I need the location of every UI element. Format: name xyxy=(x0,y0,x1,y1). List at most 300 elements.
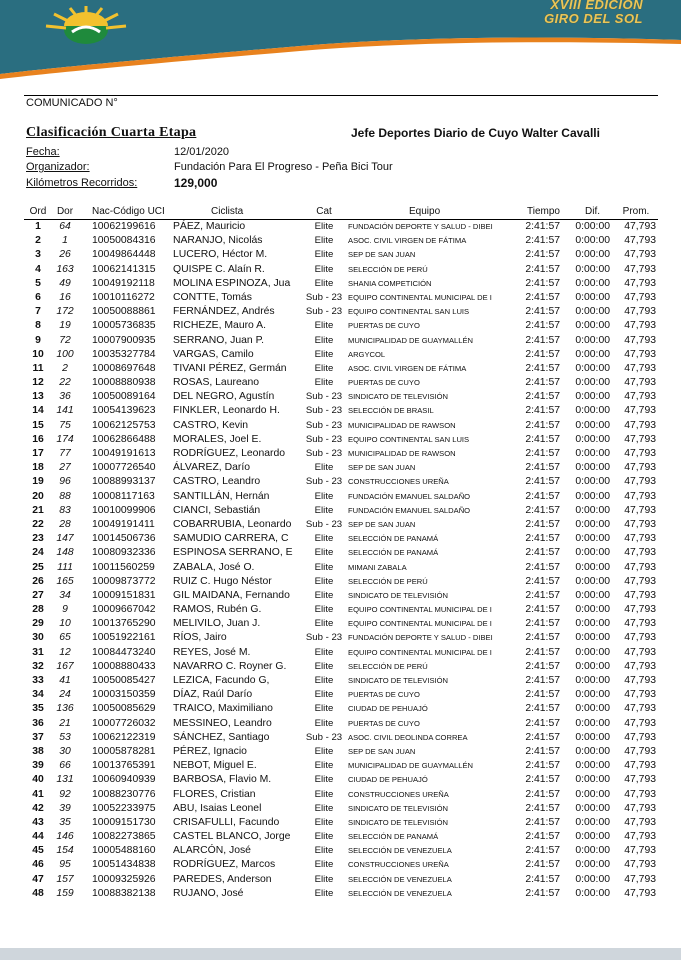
cell-dor: 28 xyxy=(59,518,71,530)
cell-tiempo: 2:41:57 xyxy=(525,249,560,261)
cell-ciclista: DEL NEGRO, Agustín xyxy=(173,391,275,403)
cell-dor: 157 xyxy=(56,873,74,885)
cell-uci: 10009151831 xyxy=(92,589,156,601)
col-uci: Nac-Código UCI xyxy=(92,206,165,217)
cell-ord: 5 xyxy=(35,277,41,289)
cell-ciclista: ROSAS, Laureano xyxy=(173,377,260,389)
cell-cat: Elite xyxy=(314,575,334,587)
cell-dif: 0:00:00 xyxy=(575,362,610,374)
cell-tiempo: 2:41:57 xyxy=(525,547,560,559)
cell-equipo: EQUIPO CONTINENTAL MUNICIPAL DE I xyxy=(348,292,492,302)
cell-ord: 22 xyxy=(32,518,44,530)
cell-equipo: CONSTRUCCIONES UREÑA xyxy=(348,477,449,487)
cell-equipo: SELECCIÓN DE VENEZUELA xyxy=(348,888,452,898)
cell-dor: 100 xyxy=(56,348,74,360)
cell-uci: 10013765391 xyxy=(92,760,156,772)
table-row xyxy=(24,334,660,348)
cell-ciclista: RUJANO, José xyxy=(173,887,244,899)
cell-tiempo: 2:41:57 xyxy=(525,320,560,332)
cell-dif: 0:00:00 xyxy=(575,291,610,303)
cell-dor: 165 xyxy=(56,575,74,587)
cell-prom: 47,793 xyxy=(624,476,656,488)
cell-uci: 10062866488 xyxy=(92,433,156,445)
cell-tiempo: 2:41:57 xyxy=(525,703,560,715)
cell-ord: 27 xyxy=(32,589,44,601)
cell-prom: 47,793 xyxy=(624,873,656,885)
cell-uci: 10062122319 xyxy=(92,731,156,743)
table-row xyxy=(24,220,660,234)
cell-ord: 37 xyxy=(32,731,44,743)
cell-tiempo: 2:41:57 xyxy=(525,221,560,232)
col-dor: Dor xyxy=(56,206,74,217)
cell-ord: 10 xyxy=(32,348,44,360)
cell-tiempo: 2:41:57 xyxy=(525,419,560,431)
cell-dif: 0:00:00 xyxy=(575,277,610,289)
cell-prom: 47,793 xyxy=(624,362,656,374)
cell-ord: 36 xyxy=(32,717,44,729)
cell-dif: 0:00:00 xyxy=(575,504,610,516)
cell-ord: 46 xyxy=(32,859,44,871)
cell-cat: Elite xyxy=(314,859,334,871)
cell-uci: 10009667042 xyxy=(92,604,156,616)
cell-ord: 3 xyxy=(35,249,41,261)
cell-ciclista: ESPINOSA SERRANO, E xyxy=(173,547,293,559)
cell-equipo: SELECCIÓN DE PERÚ xyxy=(348,576,428,586)
cell-dor: 2 xyxy=(62,362,68,374)
cell-ord: 24 xyxy=(32,547,44,559)
cell-cat: Elite xyxy=(314,802,334,814)
cell-equipo: EQUIPO CONTINENTAL MUNICIPAL DE I xyxy=(348,619,492,629)
cell-cat: Elite xyxy=(314,561,334,573)
cell-equipo: SELECCIÓN DE VENEZUELA xyxy=(348,874,452,884)
cell-prom: 47,793 xyxy=(624,604,656,616)
cell-ciclista: PÉREZ, Ignacio xyxy=(173,745,247,757)
cell-dif: 0:00:00 xyxy=(575,689,610,701)
table-row xyxy=(24,518,660,532)
table-row xyxy=(24,319,660,333)
cell-prom: 47,793 xyxy=(624,831,656,843)
cell-uci: 10062125753 xyxy=(92,419,156,431)
cell-cat: Elite xyxy=(314,533,334,545)
cell-tiempo: 2:41:57 xyxy=(525,533,560,545)
cell-uci: 10080932336 xyxy=(92,547,156,559)
cell-cat: Elite xyxy=(314,490,334,502)
cell-uci: 10050085427 xyxy=(92,675,156,686)
table-row xyxy=(24,873,660,887)
cell-ciclista: FLORES, Cristian xyxy=(173,788,256,800)
cell-ciclista: RAMOS, Rubén G. xyxy=(173,604,262,616)
cell-equipo: PUERTAS DE CUYO xyxy=(348,378,420,388)
cell-ord: 44 xyxy=(32,831,44,843)
table-row xyxy=(24,277,660,291)
cell-cat: Sub - 23 xyxy=(305,419,343,431)
cell-dor: 96 xyxy=(59,476,71,488)
cell-tiempo: 2:41:57 xyxy=(525,433,560,445)
cell-prom: 47,793 xyxy=(624,589,656,601)
cell-ord: 25 xyxy=(32,561,44,573)
cell-ord: 41 xyxy=(32,788,44,800)
cell-ciclista: VARGAS, Camilo xyxy=(173,348,254,360)
cell-prom: 47,793 xyxy=(624,632,656,644)
table-row xyxy=(24,461,660,475)
cell-prom: 47,793 xyxy=(624,348,656,360)
comunicado-label: COMUNICADO N° xyxy=(26,97,118,109)
cell-dor: 163 xyxy=(56,263,74,275)
cell-cat: Elite xyxy=(314,320,334,332)
cell-ciclista: CIANCI, Sebastián xyxy=(173,504,261,516)
cell-uci: 10005488160 xyxy=(92,845,156,857)
col-dif: Dif. xyxy=(585,206,600,217)
cell-tiempo: 2:41:57 xyxy=(525,362,560,374)
page-title: Clasificación Cuarta Etapa xyxy=(26,125,197,140)
cell-dif: 0:00:00 xyxy=(575,831,610,843)
cell-ciclista: ÁLVAREZ, Darío xyxy=(173,462,250,474)
cell-cat: Elite xyxy=(314,348,334,360)
cell-dor: 64 xyxy=(59,221,71,232)
cell-ord: 1 xyxy=(35,221,41,232)
cell-dif: 0:00:00 xyxy=(575,334,610,346)
cell-dor: 21 xyxy=(59,717,71,729)
cell-prom: 47,793 xyxy=(624,377,656,389)
cell-ord: 39 xyxy=(32,760,44,772)
cell-equipo: FUNDACIÓN DEPORTE Y SALUD - DIBEI xyxy=(348,222,493,231)
cell-cat: Elite xyxy=(314,334,334,346)
cell-tiempo: 2:41:57 xyxy=(525,405,560,417)
cell-dif: 0:00:00 xyxy=(575,873,610,885)
cell-ciclista: COBARRUBIA, Leonardo xyxy=(173,518,292,530)
footer-bar xyxy=(0,948,681,960)
cell-dor: 95 xyxy=(59,859,71,871)
cell-dor: 10 xyxy=(59,618,71,630)
cell-ciclista: MELIVILO, Juan J. xyxy=(173,618,261,630)
cell-prom: 47,793 xyxy=(624,788,656,800)
table-row xyxy=(24,248,660,262)
col-cat: Cat xyxy=(316,206,332,217)
cell-tiempo: 2:41:57 xyxy=(525,802,560,814)
table-row xyxy=(24,404,660,418)
cell-uci: 10088230776 xyxy=(92,788,156,800)
cell-dor: 41 xyxy=(59,675,71,686)
cell-cat: Elite xyxy=(314,263,334,275)
cell-uci: 10008880938 xyxy=(92,377,156,389)
cell-uci: 10050088861 xyxy=(92,306,156,318)
cell-cat: Elite xyxy=(314,745,334,757)
cell-ciclista: SERRANO, Juan P. xyxy=(173,334,265,346)
cell-tiempo: 2:41:57 xyxy=(525,859,560,871)
cell-ord: 43 xyxy=(32,816,44,828)
cell-dif: 0:00:00 xyxy=(575,731,610,743)
cell-prom: 47,793 xyxy=(624,561,656,573)
cell-ciclista: NARANJO, Nicolás xyxy=(173,235,263,247)
cell-dif: 0:00:00 xyxy=(575,618,610,630)
cell-prom: 47,793 xyxy=(624,504,656,516)
col-equipo: Equipo xyxy=(409,206,441,217)
cell-prom: 47,793 xyxy=(624,235,656,247)
cell-dif: 0:00:00 xyxy=(575,604,610,616)
cell-ciclista: CASTRO, Leandro xyxy=(173,476,261,488)
cell-prom: 47,793 xyxy=(624,845,656,857)
cell-ord: 45 xyxy=(32,845,44,857)
cell-dif: 0:00:00 xyxy=(575,632,610,644)
cell-uci: 10014506736 xyxy=(92,533,156,545)
cell-dif: 0:00:00 xyxy=(575,575,610,587)
cell-tiempo: 2:41:57 xyxy=(525,575,560,587)
cell-dif: 0:00:00 xyxy=(575,774,610,786)
cell-ord: 9 xyxy=(35,334,41,346)
cell-dor: 27 xyxy=(59,462,71,474)
cell-cat: Sub - 23 xyxy=(305,391,343,403)
cell-prom: 47,793 xyxy=(624,405,656,417)
cell-prom: 47,793 xyxy=(624,533,656,545)
col-ciclista: Ciclista xyxy=(211,206,244,217)
table-row xyxy=(24,504,660,518)
table-row xyxy=(24,688,660,702)
cell-dor: 148 xyxy=(56,547,74,559)
cell-ord: 19 xyxy=(32,476,44,488)
cell-ciclista: TRAICO, Maximiliano xyxy=(173,703,273,715)
cell-ciclista: CASTEL BLANCO, Jorge xyxy=(173,831,291,843)
cell-dif: 0:00:00 xyxy=(575,235,610,247)
cell-prom: 47,793 xyxy=(624,731,656,743)
cell-equipo: PUERTAS DE CUYO xyxy=(348,321,420,331)
table-row xyxy=(24,830,660,844)
col-prom: Prom. xyxy=(622,206,650,217)
cell-tiempo: 2:41:57 xyxy=(525,462,560,474)
cell-tiempo: 2:41:57 xyxy=(525,788,560,800)
cell-uci: 10051434838 xyxy=(92,859,156,871)
cell-dif: 0:00:00 xyxy=(575,802,610,814)
cell-uci: 10052233975 xyxy=(92,802,156,814)
cell-equipo: CIUDAD DE PEHUAJÓ xyxy=(348,775,428,785)
cell-ord: 32 xyxy=(32,660,44,672)
cell-prom: 47,793 xyxy=(624,760,656,772)
cell-prom: 47,793 xyxy=(624,291,656,303)
table-row xyxy=(24,561,660,575)
classification-table xyxy=(24,220,660,901)
km-label: Kilómetros Recorridos: xyxy=(26,177,138,189)
table-row xyxy=(24,646,660,660)
cell-tiempo: 2:41:57 xyxy=(525,717,560,729)
cell-cat: Elite xyxy=(314,249,334,261)
cell-dif: 0:00:00 xyxy=(575,448,610,459)
cell-dor: 172 xyxy=(56,306,74,318)
cell-ord: 12 xyxy=(32,377,44,389)
cell-ord: 11 xyxy=(32,362,44,374)
cell-dif: 0:00:00 xyxy=(575,221,610,232)
cell-ord: 48 xyxy=(32,887,44,899)
cell-equipo: ASOC. CIVIL DEOLINDA CORREA xyxy=(348,732,468,742)
table-row xyxy=(24,773,660,787)
cell-equipo: SELECCIÓN DE PERÚ xyxy=(348,661,428,671)
cell-ord: 17 xyxy=(32,448,44,459)
cell-equipo: FUNDACIÓN EMANUEL SALDAÑO xyxy=(348,505,471,515)
cell-equipo: SEP DE SAN JUAN xyxy=(348,519,416,529)
cell-ord: 20 xyxy=(32,490,44,502)
cell-dor: 12 xyxy=(59,646,71,658)
table-row xyxy=(24,589,660,603)
cell-cat: Elite xyxy=(314,816,334,828)
cell-tiempo: 2:41:57 xyxy=(525,277,560,289)
cell-cat: Elite xyxy=(314,277,334,289)
cell-dif: 0:00:00 xyxy=(575,646,610,658)
cell-cat: Elite xyxy=(314,547,334,559)
cell-uci: 10003150359 xyxy=(92,689,156,701)
cell-tiempo: 2:41:57 xyxy=(525,334,560,346)
cell-ciclista: NAVARRO C. Royner G. xyxy=(173,660,287,672)
cell-ciclista: CRISAFULLI, Facundo xyxy=(173,816,280,828)
cell-equipo: SEP DE SAN JUAN xyxy=(348,250,416,260)
cell-prom: 47,793 xyxy=(624,689,656,701)
top-divider xyxy=(24,95,658,96)
cell-uci: 10009873772 xyxy=(92,575,156,587)
cell-tiempo: 2:41:57 xyxy=(525,618,560,630)
cell-ord: 23 xyxy=(32,533,44,545)
cell-ciclista: MORALES, Joel E. xyxy=(173,433,262,445)
col-tiempo: Tiempo xyxy=(527,206,560,217)
cell-tiempo: 2:41:57 xyxy=(525,235,560,247)
cell-equipo: EQUIPO CONTINENTAL MUNICIPAL DE I xyxy=(348,647,492,657)
cell-cat: Elite xyxy=(314,462,334,474)
cell-cat: Sub - 23 xyxy=(305,476,343,488)
table-row xyxy=(24,234,660,248)
cell-dor: 111 xyxy=(57,561,73,573)
cell-ord: 14 xyxy=(32,405,44,417)
cell-ciclista: LEZICA, Facundo G, xyxy=(173,675,270,686)
cell-dor: 30 xyxy=(59,745,71,757)
cell-tiempo: 2:41:57 xyxy=(525,504,560,516)
cell-uci: 10035327784 xyxy=(92,348,156,360)
cell-equipo: SINDICATO DE TELEVISIÓN xyxy=(348,676,449,685)
cell-uci: 10008880433 xyxy=(92,660,156,672)
cell-dor: 159 xyxy=(56,887,74,899)
table-row xyxy=(24,291,660,305)
table-row xyxy=(24,844,660,858)
cell-dor: 92 xyxy=(59,788,71,800)
cell-prom: 47,793 xyxy=(624,816,656,828)
cell-dor: 167 xyxy=(56,660,74,672)
cell-dif: 0:00:00 xyxy=(575,263,610,275)
cell-equipo: SEP DE SAN JUAN xyxy=(348,463,416,473)
cell-dor: 83 xyxy=(59,504,71,516)
cell-prom: 47,793 xyxy=(624,518,656,530)
col-ord: Ord xyxy=(29,206,47,217)
cell-tiempo: 2:41:57 xyxy=(525,689,560,701)
cell-dif: 0:00:00 xyxy=(575,717,610,729)
cell-uci: 10049192118 xyxy=(92,277,155,289)
cell-equipo: EQUIPO CONTINENTAL SAN LUIS xyxy=(348,307,470,317)
cell-prom: 47,793 xyxy=(624,391,656,403)
cell-tiempo: 2:41:57 xyxy=(525,632,560,644)
cell-prom: 47,793 xyxy=(624,802,656,814)
cell-prom: 47,793 xyxy=(624,263,656,275)
cell-uci: 10007900935 xyxy=(92,334,156,346)
cell-equipo: SELECCIÓN DE PERÚ xyxy=(348,264,428,274)
cell-equipo: SINDICATO DE TELEVISIÓN xyxy=(348,392,449,402)
table-row xyxy=(24,717,660,731)
organizador-value: Fundación Para El Progreso - Peña Bici Tour xyxy=(174,161,393,173)
cell-cat: Sub - 23 xyxy=(305,405,343,417)
cell-dor: 36 xyxy=(59,391,71,403)
cell-equipo: SINDICATO DE TELEVISIÓN xyxy=(348,817,449,827)
cell-tiempo: 2:41:57 xyxy=(525,831,560,843)
cell-dor: 53 xyxy=(59,731,71,743)
cell-tiempo: 2:41:57 xyxy=(525,745,560,757)
cell-dif: 0:00:00 xyxy=(575,760,610,772)
cell-tiempo: 2:41:57 xyxy=(525,816,560,828)
table-row xyxy=(24,660,660,674)
cell-uci: 10050089164 xyxy=(92,391,156,403)
cell-equipo: MUNICIPALIDAD DE GUAYMALLÉN xyxy=(348,335,474,345)
cell-dor: 9 xyxy=(62,604,68,616)
cell-ord: 42 xyxy=(32,802,44,814)
cell-dor: 1 xyxy=(62,235,68,247)
cell-equipo: SELECCIÓN DE VENEZUELA xyxy=(348,846,452,856)
cell-ord: 29 xyxy=(32,618,44,630)
cell-dif: 0:00:00 xyxy=(575,547,610,559)
cell-ord: 28 xyxy=(32,604,44,616)
cell-cat: Elite xyxy=(314,845,334,857)
table-row xyxy=(24,816,660,830)
cell-cat: Elite xyxy=(314,362,334,374)
cell-ciclista: FERNÁNDEZ, Andrés xyxy=(173,306,275,318)
cell-equipo: MIMANI ZABALA xyxy=(348,562,407,572)
edition-label xyxy=(544,0,643,26)
cell-prom: 47,793 xyxy=(624,717,656,729)
cell-prom: 47,793 xyxy=(624,859,656,871)
cell-equipo: ARGYCOL xyxy=(348,349,386,359)
cell-prom: 47,793 xyxy=(624,745,656,757)
cell-prom: 47,793 xyxy=(624,320,656,332)
cell-ord: 40 xyxy=(32,774,44,786)
cell-equipo: SELECCIÓN DE PANAMÁ xyxy=(348,534,439,544)
cell-uci: 10009151730 xyxy=(92,816,156,828)
cell-ciclista: SÁNCHEZ, Santiago xyxy=(173,731,270,743)
cell-dif: 0:00:00 xyxy=(575,589,610,601)
cell-dif: 0:00:00 xyxy=(575,320,610,332)
cell-uci: 10005736835 xyxy=(92,320,156,332)
cell-tiempo: 2:41:57 xyxy=(525,589,560,601)
cell-uci: 10060940939 xyxy=(92,774,156,786)
cell-ord: 35 xyxy=(32,703,44,715)
cell-uci: 10084473240 xyxy=(92,646,156,658)
cell-cat: Elite xyxy=(314,760,334,772)
cell-ciclista: RICHEZE, Mauro A. xyxy=(173,320,266,332)
cell-dor: 136 xyxy=(56,703,74,715)
cell-uci: 10007726540 xyxy=(92,462,156,474)
cell-ord: 34 xyxy=(32,689,44,701)
cell-tiempo: 2:41:57 xyxy=(525,675,560,686)
cell-tiempo: 2:41:57 xyxy=(525,845,560,857)
cell-tiempo: 2:41:57 xyxy=(525,660,560,672)
cell-dor: 72 xyxy=(59,334,71,346)
km-value: 129,000 xyxy=(174,176,218,190)
cell-equipo: SINDICATO DE TELEVISIÓN xyxy=(348,590,449,600)
cell-uci: 10062199616 xyxy=(92,221,156,232)
cell-ciclista: PAREDES, Anderson xyxy=(173,873,272,885)
cell-dif: 0:00:00 xyxy=(575,561,610,573)
jefe-deportes-label: Jefe Deportes Diario de Cuyo Walter Cavalli xyxy=(351,126,600,140)
cell-uci: 10050084316 xyxy=(92,235,156,247)
cell-tiempo: 2:41:57 xyxy=(525,604,560,616)
cell-dif: 0:00:00 xyxy=(575,433,610,445)
cell-ord: 16 xyxy=(32,433,44,445)
cell-tiempo: 2:41:57 xyxy=(525,291,560,303)
cell-ord: 8 xyxy=(35,320,41,332)
cell-tiempo: 2:41:57 xyxy=(525,646,560,658)
edition-line-1: XVIII EDICION xyxy=(550,0,643,12)
cell-tiempo: 2:41:57 xyxy=(525,518,560,530)
cell-cat: Sub - 23 xyxy=(305,291,343,303)
